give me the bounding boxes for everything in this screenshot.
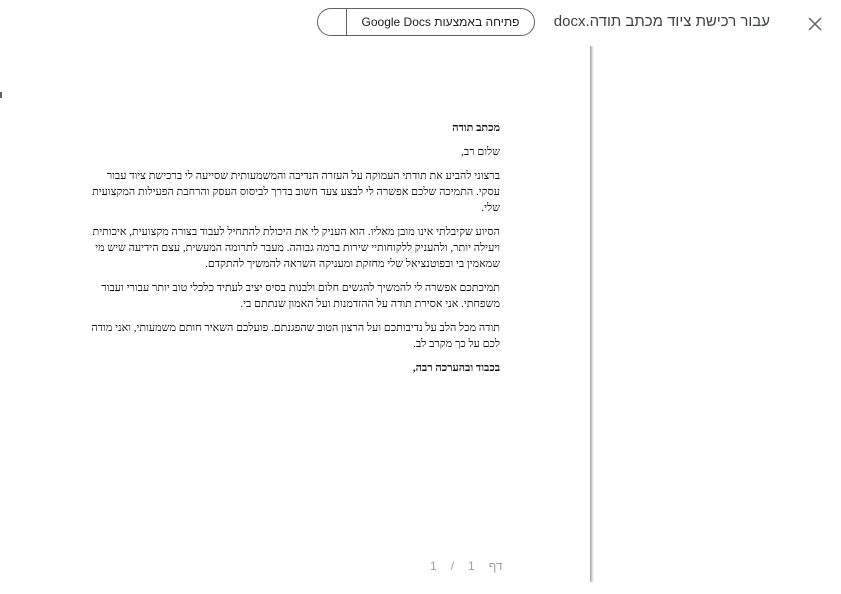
document-closing: בכבוד ובהערכה רבה, bbox=[412, 362, 500, 374]
document-paragraph: הסיוע שקיבלתי אינו מובן מאליו. הוא העניק לי את היכולת להתחיל לעבוד בצורה מקצועית, איכותית ויעילה יותר, ולהעניק ללקוחותיי שירות ברמה גבוהה. מעבר לתרומה המעשית, עצם הידיעה שיש מי שמאמין בי ובפוטנציאל שלי מחזקת ומעניקה השראה להמשיך להתקדם. bbox=[92, 226, 500, 270]
page-label: דף bbox=[488, 559, 503, 573]
page-current: 1 bbox=[468, 559, 475, 573]
page-separator: / bbox=[450, 559, 455, 573]
close-button[interactable] bbox=[803, 12, 827, 36]
page-edge-shadow bbox=[590, 46, 594, 582]
document-title: מכתב תודה bbox=[452, 122, 500, 134]
page-total: 1 bbox=[430, 559, 437, 573]
open-with-google-docs-button[interactable] bbox=[317, 8, 535, 36]
page-indicator bbox=[430, 558, 503, 574]
file-title: עבור רכישת ציוד מכתב תודה.docx bbox=[553, 13, 770, 30]
document-greeting: שלום רב, bbox=[461, 146, 500, 158]
document-content bbox=[84, 120, 500, 384]
document-paragraph: תמיכתכם אפשרה לי להמשיך להגשים חלום ולבנות בסיס יציב לעתיד כלכלי טוב יותר עבורי ועבור משפחתי. אני אסירת תודה על ההזדמנות ועל האמון שנתתם בי. bbox=[101, 282, 500, 310]
document-paragraph: ברצוני להביע את תודתי העמוקה על העזרה הנדיבה והמשמעותית שסייעה לי ברכישת ציוד עבור עסקי. התמיכה שלכם אפשרה לי לבצע צעד חשוב בדרך לביסוס העסק והרחבת הפעילות המקצועית שלי. bbox=[92, 170, 500, 214]
close-icon bbox=[808, 17, 822, 31]
document-paragraph: תודה מכל הלב על נדיבותכם ועל הרצון הטוב שהפגנתם. פועלכם השאיר חותם משמעותי, ואני מודה לכם על כך מקרב לב. bbox=[91, 322, 500, 350]
left-edge-marker bbox=[0, 92, 2, 98]
open-with-label: פתיחה באמצעות Google Docs bbox=[361, 15, 520, 29]
